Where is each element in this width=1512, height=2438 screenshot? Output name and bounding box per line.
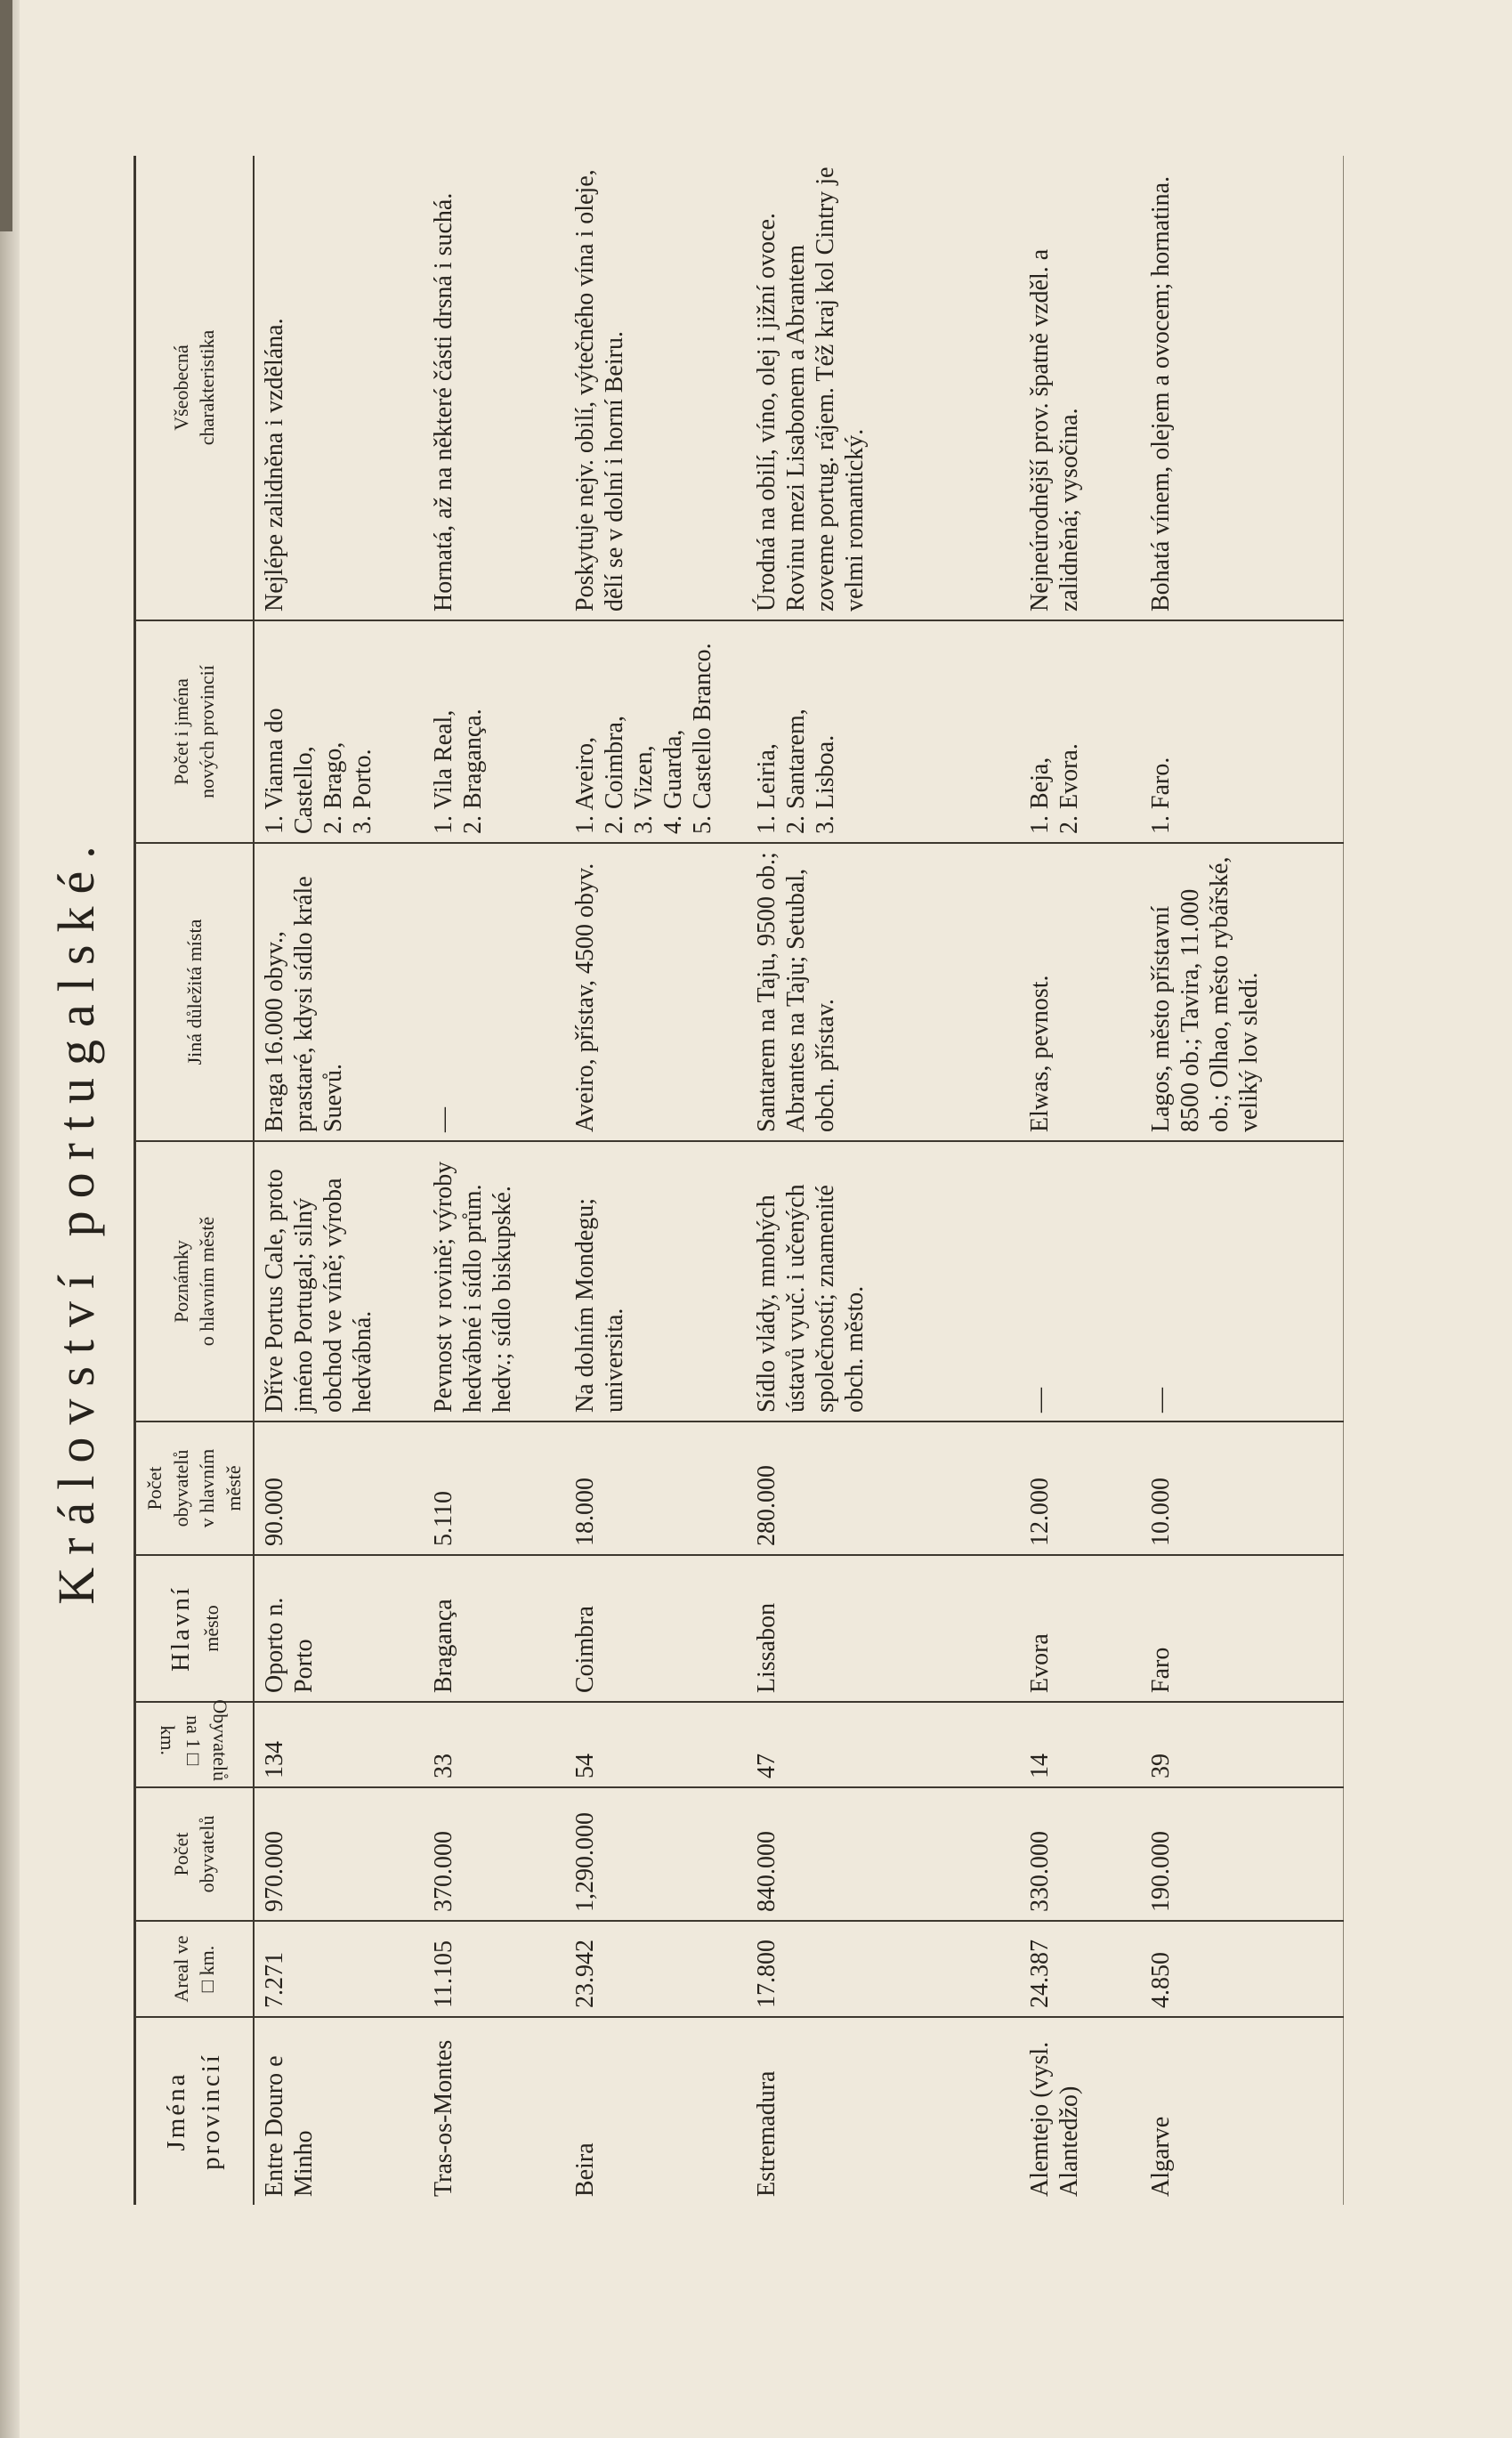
header-capital-population: Počet obyvatelů v hlavním městě [135, 1421, 254, 1555]
cell-new-provinces: 1. Vila Real, 2. Bragança. [424, 620, 565, 843]
cell-capital: Oporto n. Porto [254, 1555, 424, 1702]
cell-new-provinces: 1. Faro. [1141, 620, 1343, 843]
table-row [254, 156, 424, 2205]
cell-area: 23.942 [565, 1921, 748, 2017]
header-capital: Hlavní město [135, 1555, 254, 1702]
cell-notes: — [1020, 1141, 1141, 1421]
cell-capital-population: 5.110 [424, 1421, 565, 1555]
table-row [424, 156, 565, 2205]
provinces-table [133, 156, 1344, 2205]
cell-other-places: Elwas, pevnost. [1020, 843, 1141, 1141]
cell-other-places: Lagos, město přístavní 8500 ob.; Tavira, 11.000 ob.; Olhao, město rybářské, veliký lov sledí. [1141, 843, 1343, 1141]
cell-province: Tras-os-Montes [429, 2039, 457, 2197]
cell-area: 11.105 [424, 1921, 565, 2017]
header-new-provinces: Počet i jména nových provincií [135, 620, 254, 843]
cell-population: 970.000 [254, 1787, 424, 1921]
header-other-places: Jiná důležitá místa [135, 843, 254, 1141]
cell-population: 190.000 [1141, 1787, 1343, 1921]
cell-capital: Faro [1141, 1555, 1343, 1702]
cell-capital: Bragança [424, 1555, 565, 1702]
cell-population: 370.000 [424, 1787, 565, 1921]
cell-province: Alemtejo (vysl. Alantedžo) [1025, 2041, 1083, 2197]
cell-capital-population: 280.000 [747, 1421, 1020, 1555]
cell-capital-population: 18.000 [565, 1421, 748, 1555]
header-province: Jména provincií [135, 2017, 254, 2205]
cell-characteristics: Nejneúrodnější prov. špatně vzděl. a zalidněná; vysočina. [1020, 156, 1141, 620]
cell-province: Beira [570, 2142, 599, 2197]
cell-area: 24.387 [1020, 1921, 1141, 2017]
table-row [565, 156, 748, 2205]
header-characteristics: Všeobecná charakteristika [135, 156, 254, 620]
cell-capital-population: 90.000 [254, 1421, 424, 1555]
cell-population: 840.000 [747, 1787, 1020, 1921]
cell-notes: Sídlo vlády, mnohých ústavů vyuč. i učených společností; znamenité obch. město. [747, 1141, 1020, 1421]
table-row [747, 156, 1020, 2205]
cell-characteristics: Bohatá vínem, olejem a ovocem; hornatina. [1141, 156, 1343, 620]
cell-area: 17.800 [747, 1921, 1020, 2017]
cell-area: 4.850 [1141, 1921, 1343, 2017]
cell-notes: — [1141, 1141, 1343, 1421]
cell-characteristics: Úrodná na obilí, víno, olej i jižní ovoce. Rovinu mezi Lisabonem a Abrantem zoveme portug. rájem. Též kraj kol Cintry je velmi romantický. [747, 156, 1020, 620]
header-row [135, 156, 254, 2205]
cell-other-places: Santarem na Taju, 9500 ob.; Abrantes na Taju; Setubal, obch. přístav. [747, 843, 1020, 1141]
cell-other-places: Braga 16.000 obyv., prastaré, kdysi sídlo krále Suevů. [254, 843, 424, 1141]
cell-characteristics: Poskytuje nejv. obilí, výtečného vína i oleje, dělí se v dolní i horní Beiru. [565, 156, 748, 620]
cell-capital: Coimbra [565, 1555, 748, 1702]
cell-capital-population: 12.000 [1020, 1421, 1141, 1555]
header-area: Areal ve □ km. [135, 1921, 254, 2017]
cell-characteristics: Nejlépe zalidněna i vzdělána. [254, 156, 424, 620]
cell-capital: Evora [1020, 1555, 1141, 1702]
cell-other-places: Aveiro, přístav, 4500 obyv. [565, 843, 748, 1141]
cell-capital: Lissabon [747, 1555, 1020, 1702]
cell-density: 33 [424, 1702, 565, 1787]
cell-population: 1,290.000 [565, 1787, 748, 1921]
page-title: Království portugalské. [47, 833, 105, 1605]
cell-area: 7.271 [254, 1921, 424, 2017]
header-density: Obyvatelů na 1 □ km. [135, 1702, 254, 1787]
cell-density: 134 [254, 1702, 424, 1787]
header-notes: Poznámky o hlavním městě [135, 1141, 254, 1421]
cell-density: 39 [1141, 1702, 1343, 1787]
cell-notes: Na dolním Mondegu; universita. [565, 1141, 748, 1421]
cell-notes: Dříve Portus Cale, proto jméno Portugal; silný obchod ve víně; výroba hedvábná. [254, 1141, 424, 1421]
header-population: Počet obyvatelů [135, 1787, 254, 1921]
cell-new-provinces: 1. Beja, 2. Evora. [1020, 620, 1141, 843]
cell-province: Estremadura [753, 2070, 781, 2197]
table-row [1141, 156, 1343, 2205]
cell-density: 47 [747, 1702, 1020, 1787]
cell-characteristics: Hornatá, až na některé části drsná i suchá. [424, 156, 565, 620]
table-row [1020, 156, 1141, 2205]
cell-capital-population: 10.000 [1141, 1421, 1343, 1555]
cell-new-provinces: 1. Leiria, 2. Santarem, 3. Lisboa. [747, 620, 1020, 843]
cell-density: 14 [1020, 1702, 1141, 1787]
cell-density: 54 [565, 1702, 748, 1787]
cell-other-places: — [424, 843, 565, 1141]
cell-notes: Pevnost v rovině; výroby hedvábné i sídlo prům. hedv.; sídlo biskupské. [424, 1141, 565, 1421]
cell-new-provinces: 1. Vianna do Castello, 2. Brago, 3. Porto. [254, 620, 424, 843]
cell-province: Entre Douro e Minho [260, 2055, 318, 2197]
cell-new-provinces: 1. Aveiro, 2. Coimbra, 3. Vizen, 4. Guarda, 5. Castello Branco. [565, 620, 748, 843]
cell-population: 330.000 [1020, 1787, 1141, 1921]
cell-province: Algarve [1141, 2017, 1343, 2205]
